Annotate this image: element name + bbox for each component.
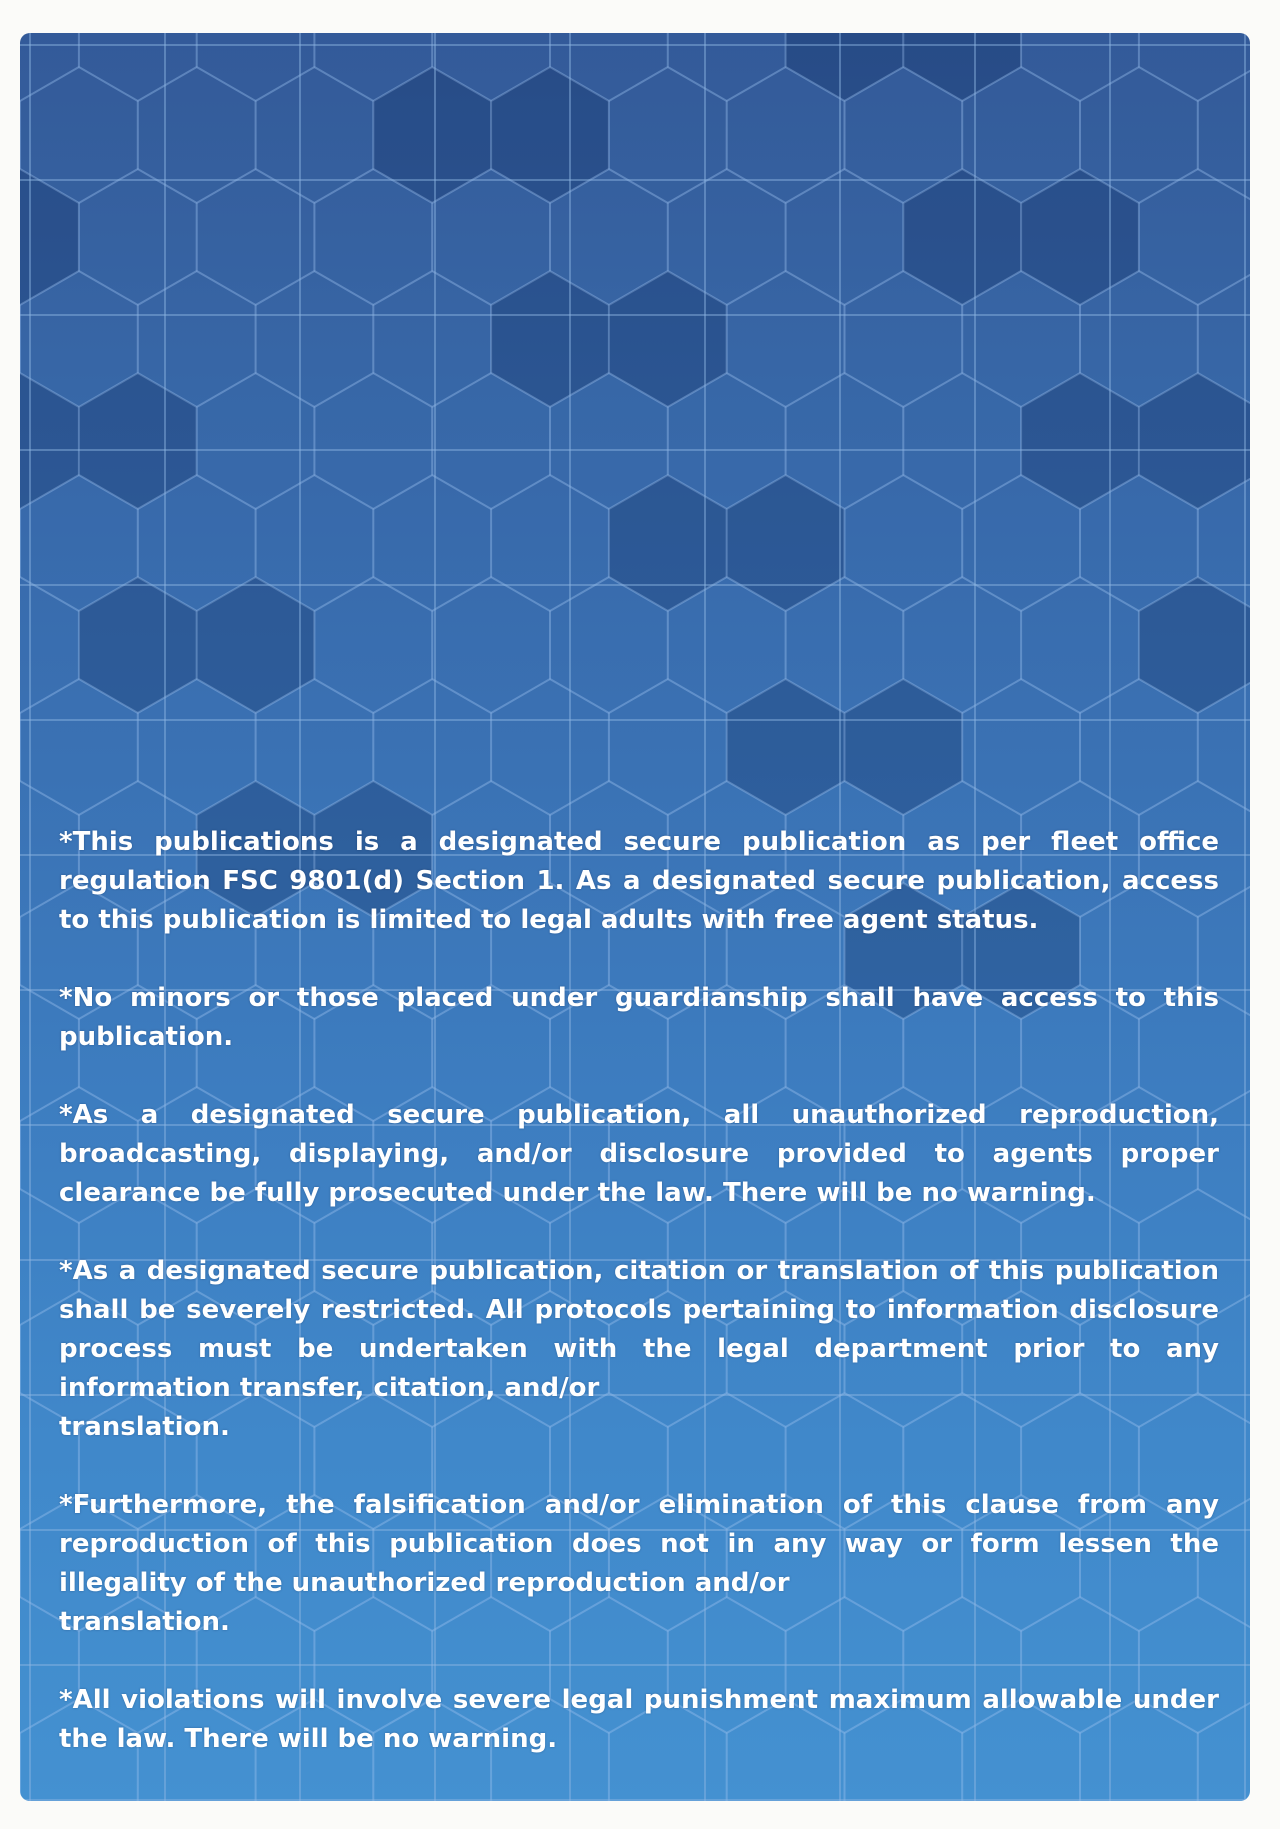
clause-text: *As a designated secure publication, all unauthorized reproduction, broadcasting, displaying, and/or disclosure provided to agents proper clearance be fully prosecuted under the law. There will be no warning. <box>59 1100 1219 1208</box>
clause-text: *All violations will involve severe legal punishment maximum allowable under the law. There will be no warning. <box>59 1685 1219 1754</box>
notice-clause-reproduction <box>59 1096 1219 1213</box>
clause-text-trailing-line: translation. <box>59 1607 230 1637</box>
clause-text: *No minors or those placed under guardianship shall have access to this publication. <box>59 983 1219 1052</box>
notice-clause-secure-publication <box>59 823 1219 940</box>
clause-text: *This publications is a designated secure publication as per fleet office regulation FSC 9801(d) Section 1. As a designated secure publication, access to this publication is limited to legal adults with free agent status. <box>59 827 1219 935</box>
notice-clause-violations <box>59 1681 1219 1759</box>
notice-clause-falsification <box>59 1486 1219 1642</box>
clause-text: *Furthermore, the falsification and/or elimination of this clause from any reproduction of this publication does not in any way or form lessen the illegality of the unauthorized reproduction and/or <box>59 1490 1219 1598</box>
notice-clause-citation <box>59 1252 1219 1447</box>
clause-text: *As a designated secure publication, citation or translation of this publication shall be severely restricted. All protocols pertaining to information disclosure process must be undertaken with the legal department prior to any information transfer, citation, and/or <box>59 1256 1219 1403</box>
legal-notice <box>59 823 1219 1759</box>
blue-hexagon-grid-panel <box>20 33 1250 1801</box>
notice-clause-no-minors <box>59 979 1219 1057</box>
clause-text-trailing-line: translation. <box>59 1412 230 1442</box>
